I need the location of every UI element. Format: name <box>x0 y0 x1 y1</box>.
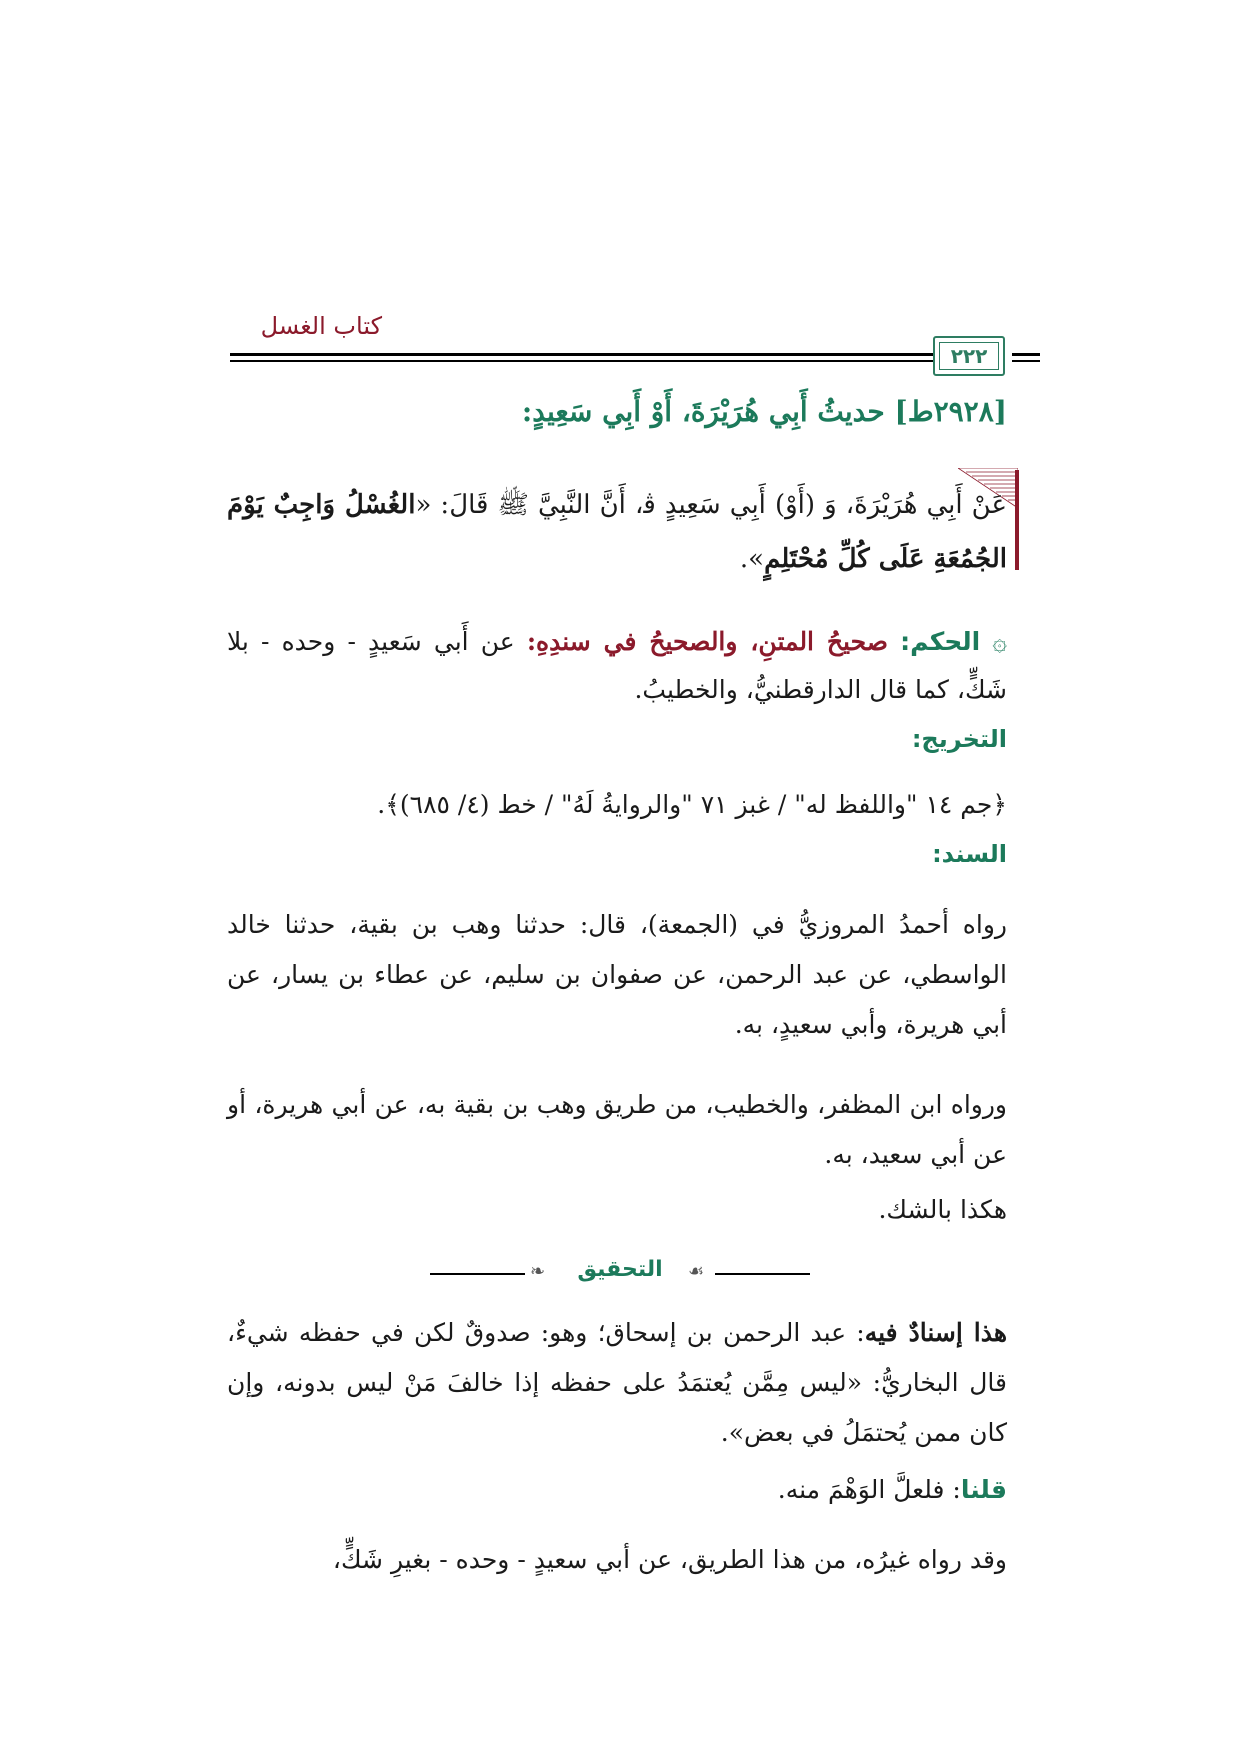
divider-line-left <box>430 1273 525 1275</box>
sanad-label: السند: <box>932 840 1007 868</box>
divider-line-right <box>715 1273 810 1275</box>
tahqiq-paragraph-3: وقد رواه غيرُه، من هذا الطريق، عن أبي سعيدٍ - وحده - بغيرِ شَكٍّ، <box>332 1545 1007 1574</box>
sanad-paragraph-1: رواه أحمدُ المروزيُّ في (الجمعة)، قال: حدثنا وهب بن بقية، حدثنا خالد الواسطي، عن عبد الرحمن، عن صفوان بن سليم، عن عطاء بن يسار، عن أبي هريرة، وأبي سعيدٍ، به. <box>227 910 1007 1039</box>
divider-ornament-icon: ☙ <box>688 1261 705 1282</box>
book-title: كتاب الغسل <box>260 312 382 340</box>
matn-end: ». <box>739 544 765 574</box>
matn-text: الغُسْلُ وَاجِبٌ يَوْمَ الجُمُعَةِ عَلَى كُلِّ مُحْتَلِمٍ <box>227 490 1007 574</box>
header-rule-right <box>1012 353 1040 356</box>
ruling-text: عن أَبي سَعيدٍ - وحده - بلا شَكٍّ، كما قال الدارقطنيُّ، والخطيبُ. <box>227 627 1007 704</box>
qulna-label: قلنا <box>960 1475 1007 1504</box>
tahqiq-lead: هذا إسنادٌ فيه <box>864 1318 1007 1347</box>
ruling-label: الحكم: <box>900 627 981 656</box>
page-number: ٢٢٢ <box>939 342 999 370</box>
hadith-matn <box>227 478 1007 586</box>
matn-intro: عَنْ أَبِي هُرَيْرَةَ، وَ (أَوْ) أَبِي سَعِيدٍ ﭬ، أَنَّ النَّبِيَّ ﷺ قَالَ: « <box>415 490 1007 520</box>
tahqiq-paragraph-2 <box>227 1465 1007 1515</box>
takhrij-label: التخريج: <box>911 725 1007 753</box>
qulna-text: : فلعلَّ الوَهْمَ منه. <box>777 1475 961 1504</box>
ruling-verdict: صحيحُ المتنِ، والصحيحُ في سندِهِ: <box>526 627 888 656</box>
tahqiq-paragraph-1 <box>227 1308 1007 1458</box>
hadith-heading: [٢٩٢٨ط] حديثُ أَبِي هُرَيْرَةَ، أَوْ أَبِي سَعِيدٍ: <box>521 395 1007 428</box>
takhrij-text: ﴿جم ١٤ "واللفظ له" / غبز ٧١ "والروايةُ لَهُ" / خط (٤/ ٦٨٥)﴾. <box>377 790 1007 819</box>
header-rule-thin <box>230 360 990 362</box>
page-number-frame <box>933 336 1005 376</box>
header-rule <box>230 353 990 356</box>
tahqiq-body: : عبد الرحمن بن إسحاق؛ وهو: صدوقٌ لكن في حفظه شيءٌ، قال البخاريُّ: «ليس مِمَّن يُعتمَدُ على حفظه إذا خالفَ مَنْ ليس بدونه، وإن كان ممن يُحتمَلُ في بعض». <box>227 1318 1007 1447</box>
divider-ornament-icon: ❧ <box>530 1261 546 1282</box>
ruling <box>227 618 1007 714</box>
sanad-paragraph-2: ورواه ابن المظفر، والخطيب، من طريق وهب بن بقية به، عن أبي هريرة، أو عن أبي سعيد، به. <box>227 1090 1007 1169</box>
matn-side-bar <box>1015 470 1019 570</box>
header-rule-right-thin <box>1012 360 1040 362</box>
tahqiq-label: التحقيق <box>577 1257 663 1282</box>
tahqiq-divider <box>430 1255 810 1291</box>
flower-icon: ۞ <box>992 627 1008 656</box>
sanad-paragraph-3: هكذا بالشك. <box>878 1195 1007 1224</box>
